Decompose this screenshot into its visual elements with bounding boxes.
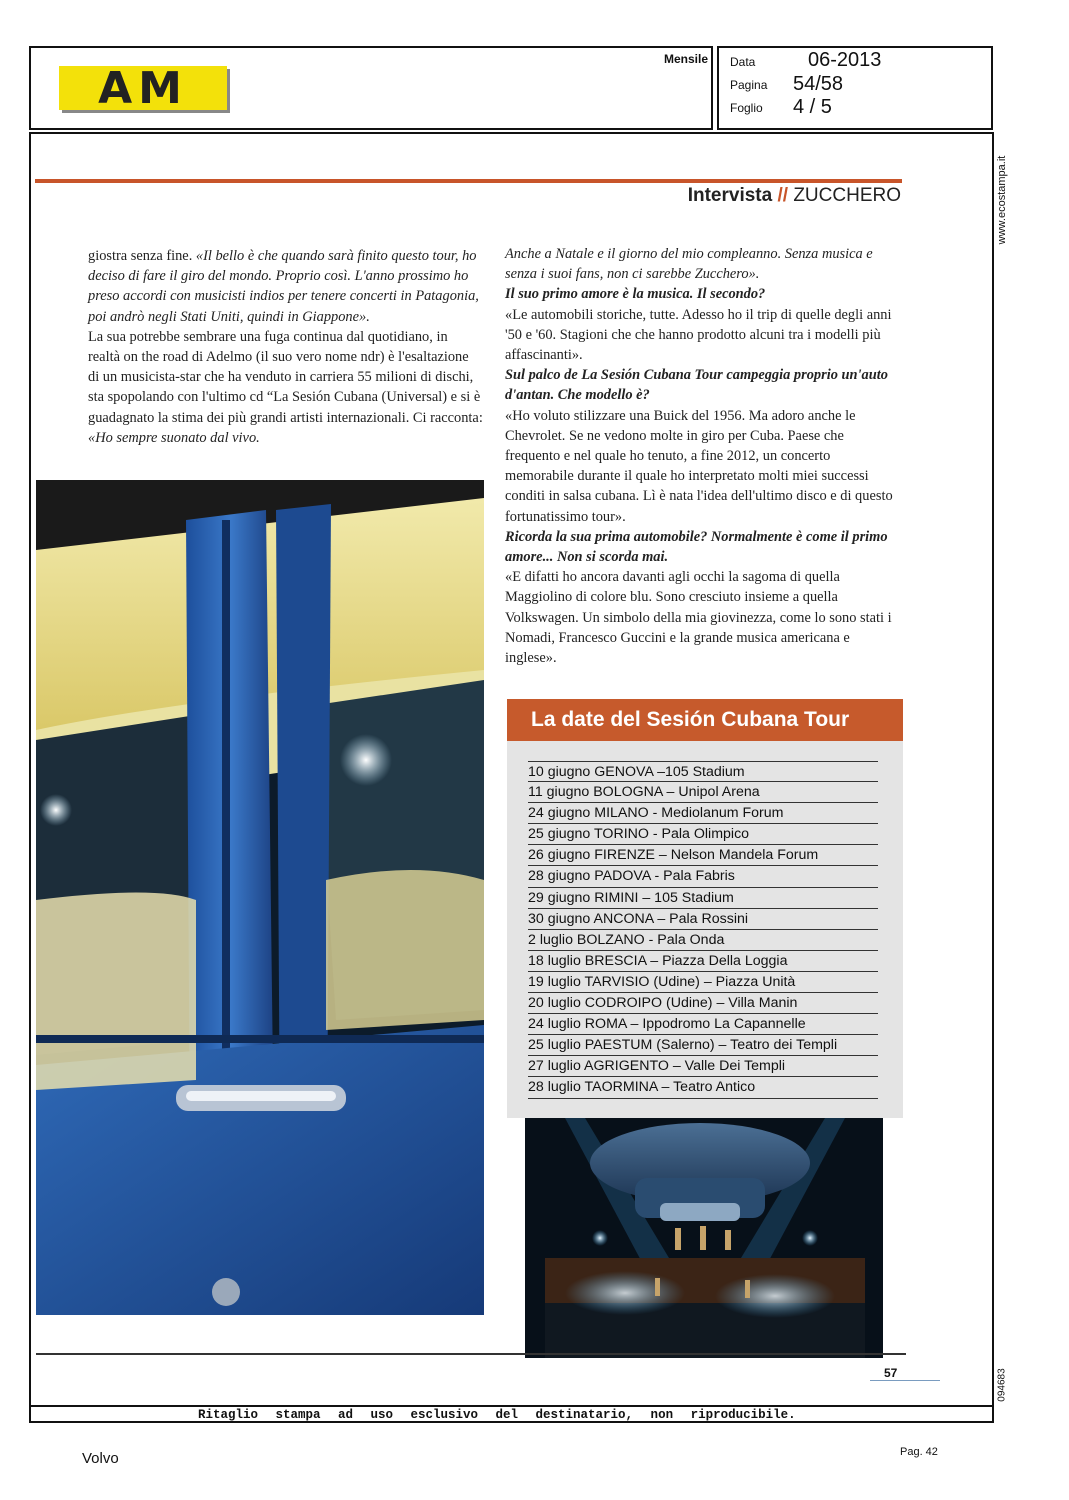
tour-date-row: 10 giugno GENOVA –105 Stadium	[528, 761, 878, 782]
foglio-value: 4 / 5	[793, 96, 832, 118]
concert-stage-photo	[525, 1118, 883, 1358]
frequency-label: Mensile	[664, 52, 709, 66]
logo-text: AM	[98, 63, 188, 114]
tour-date-row: 2 luglio BOLZANO - Pala Onda	[528, 930, 878, 951]
clipping-disclaimer: Ritaglio stampa ad uso esclusivo del destinatario, non riproducibile.	[30, 1405, 993, 1423]
tour-date-row: 28 giugno PADOVA - Pala Fabris	[528, 866, 878, 887]
data-value: 06-2013	[808, 49, 882, 71]
side-code	[990, 1360, 1014, 1410]
article-right-column	[505, 244, 901, 668]
footer-client: Volvo	[82, 1450, 119, 1467]
section-subject: ZUCCHERO	[793, 185, 901, 206]
tour-date-row: 18 luglio BRESCIA – Piazza Della Loggia	[528, 951, 878, 972]
side-code-text: 094683	[996, 1368, 1008, 1402]
left-paragraph-2	[88, 327, 483, 448]
question-3: Ricorda la sua prima automobile? Normalmente è come il primo amore... Non si scorda mai.	[505, 528, 888, 566]
article-left-column	[88, 246, 483, 448]
tour-date-row: 20 luglio CODROIPO (Udine) – Villa Manin	[528, 993, 878, 1014]
side-url	[990, 145, 1014, 255]
bottom-rule	[36, 1353, 906, 1355]
foglio-label: Foglio	[730, 101, 763, 115]
left-p2-quote: «Ho sempre suonato dal vivo.	[88, 429, 260, 446]
pagina-value: 54/58	[793, 73, 844, 95]
answer-3: «E difatti ho ancora davanti agli occhi la sagoma di quella Maggiolino di colore blu. Sono cresciuto insieme a quella Volkswagen. Un simbolo della mia giovinezza, come lo sono stati i Nomadi, Francesco Guccini e la grande musica americana e inglese».	[505, 569, 892, 667]
section-rule	[35, 179, 902, 183]
right-p1-text: Anche a Natale e il giorno del mio compleanno. Senza musica e senza i suoi fans, non ci sarebbe Zucchero».	[505, 246, 873, 283]
question-1: Il suo primo amore è la musica. Il secondo?	[505, 286, 766, 303]
tour-date-row: 30 giugno ANCONA – Pala Rossini	[528, 909, 878, 930]
section-header	[560, 185, 901, 207]
tour-date-row: 28 luglio TAORMINA – Teatro Antico	[528, 1077, 878, 1098]
page-number-rule	[870, 1380, 940, 1381]
section-label: Intervista	[687, 185, 773, 206]
tour-dates-list	[528, 761, 878, 1099]
page-number: 57	[884, 1366, 898, 1380]
data-label: Data	[730, 55, 756, 69]
tour-date-row: 26 giugno FIRENZE – Nelson Mandela Forum	[528, 845, 878, 866]
section-slashes: //	[777, 185, 789, 206]
footer-page: Pag. 42	[900, 1446, 938, 1458]
pagina-label: Pagina	[730, 78, 768, 92]
tour-date-row: 25 giugno TORINO - Pala Olimpico	[528, 824, 878, 845]
vintage-car-photo	[36, 480, 484, 1315]
question-2: Sul palco de La Sesión Cubana Tour campeggia proprio un'auto d'antan. Che modello è?	[505, 367, 888, 404]
left-p1-quote: «Il bello è che quando sarà finito questo tour, ho deciso di fare il giro del mondo. Proprio così. L'anno prossimo ho preso accordi con musicisti indios per tenere concerti in Patagonia, poi andrò negli Stati Uniti, quindi in Giappone».	[88, 248, 479, 325]
tour-date-row: 19 luglio TARVISIO (Udine) – Piazza Unità	[528, 972, 878, 993]
left-p2-plain: La sua potrebbe sembrare una fuga continua dal quotidiano, in realtà on the road di Adelmo (il suo vero nome ndr) è l'esaltazione di un musicista-star che ha venduto in carriera 55 milioni di dischi, sta spopolando con l'ultimo cd “La Sesión Cubana (Universal) e si è guadagnato la stima dei più grandi artisti internazionali. Ci racconta:	[88, 328, 483, 426]
magazine-logo	[59, 63, 227, 114]
right-p1	[505, 244, 901, 284]
tour-date-row: 24 giugno MILANO - Mediolanum Forum	[528, 803, 878, 824]
tour-date-row: 25 luglio PAESTUM (Salerno) – Teatro dei Templi	[528, 1035, 878, 1056]
left-paragraph-1	[88, 246, 483, 327]
left-p1-plain: giostra senza fine.	[88, 248, 196, 264]
tour-date-row: 27 luglio AGRIGENTO – Valle Dei Templi	[528, 1056, 878, 1077]
tour-date-row: 11 giugno BOLOGNA – Unipol Arena	[528, 782, 878, 803]
tour-title: La date del Sesión Cubana Tour	[507, 699, 903, 741]
tour-date-row: 29 giugno RIMINI – 105 Stadium	[528, 888, 878, 909]
tour-date-row: 24 luglio ROMA – Ippodromo La Capannelle	[528, 1014, 878, 1035]
answer-2: «Ho voluto stilizzare una Buick del 1956. Ma adoro anche le Chevrolet. Se ne vedono molte in giro per Cuba. Paese che frequento e nel quale ho tenuto, a fine 2012, un concerto memorabile durante il quale ho interpretato molti miei successi conditi in salsa cubana. Lì è nata l'idea dell'ultimo disco e di questo fortunatissimo tour».	[505, 407, 893, 525]
side-url-text: www.ecostampa.it	[996, 155, 1008, 245]
answer-1: «Le automobili storiche, tutte. Adesso ho il trip di quelle degli anni '50 e '60. Stagioni che che hanno prodotto alcuni tra i modelli più affascinanti».	[505, 306, 892, 364]
